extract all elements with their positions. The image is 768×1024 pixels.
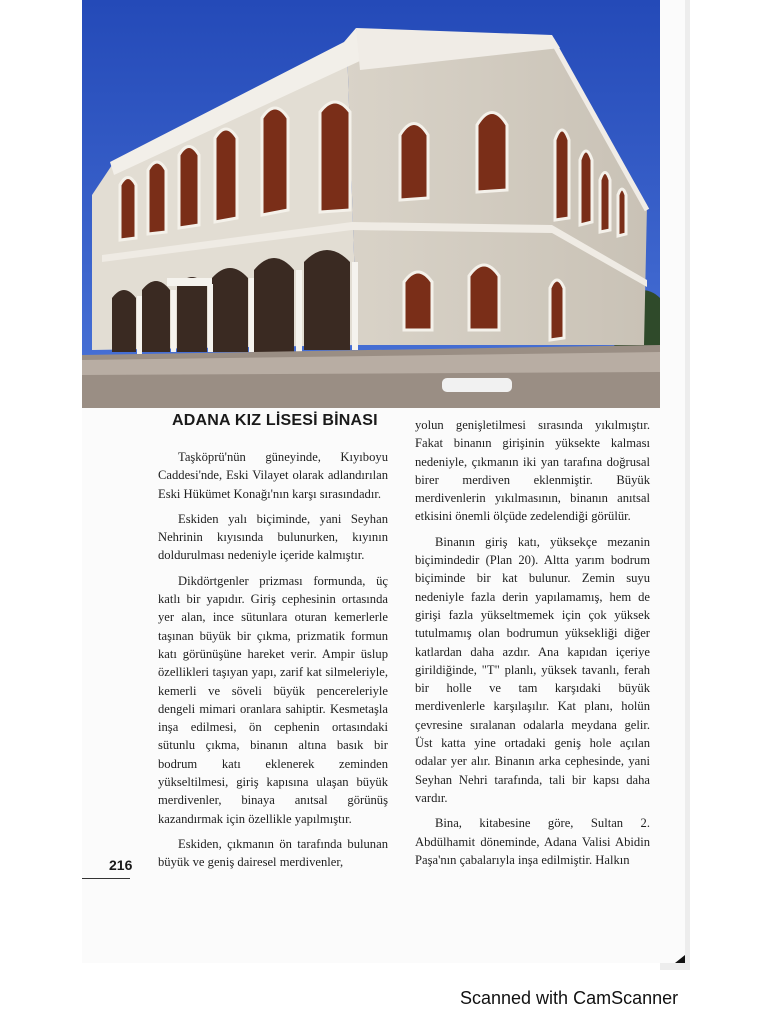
paragraph: Eskiden yalı biçiminde, yani Seyhan Nehrinin kıyısında bulunurken, kıyının doldurulması nedeniyle içeride kalmıştır. bbox=[158, 511, 388, 563]
paragraph: Binanın giriş katı, yüksekçe mezanin biçimindedir (Plan 20). Altta yarım bodrum biçiminde bir kat bulunur. Zemin suyu nedeniyle fazla derin yapılamamış, hem de girişi fazla yükseltmemek için çok yüksek tutulmamış olan bodrumun yüksekliği diğer katlardan daha azdır. Ana kapıdan içeriye girildiğinde, "T" planlı, yüksek tavanlı, ferah bir holle ve tam karşıdaki büyük merdivenlerle karşılaşılır. Kat planı, holün çevresine sıralanan odalarla meydana gelir. Üst katta yine ortadaki geniş hole açılan odalar yer alır. Binanın arka cephesinde, yani Seyhan Nehri tarafında, tali bir kapsı daha vardır. bbox=[415, 534, 650, 805]
book-page bbox=[82, 0, 685, 963]
paragraph: Taşköprü'nün güneyinde, Kıyıboyu Caddesi'nde, Eski Vilayet olarak adlandırılan Eski Hükümet Konağı'nın karşı sırasındadır. bbox=[158, 450, 388, 501]
page-corner-mark bbox=[675, 955, 685, 963]
paragraph: Eskiden, çıkmanın ön tarafında bulunan büyük ve geniş dairesel merdivenler, bbox=[158, 836, 388, 870]
article-heading: ADANA KIZ LİSESİ BİNASI bbox=[172, 412, 378, 429]
page-number-rule bbox=[82, 878, 130, 879]
building-photo bbox=[82, 0, 660, 408]
scanner-watermark: Scanned with CamScanner bbox=[460, 988, 679, 1008]
paragraph: Dikdörtgenler prizması formunda, üç katlı bir yapıdır. Giriş cephesinin ortasında yer alan, ince sütunlara oturan kemerlerle taşınan büyük bir çıkma, prizmatik formun katı görünüşüne hareket verir. Ampir üslup özellikleri taşıyan yapı, zarif kat silmeleriyle, kemerli ve söveli büyük pencereleriyle dengeli mimari oranlara sahiptir. Kesmetaşla inşa edilmesi, ön cephenin ortasındaki sütunlu çıkma, binanın altına basık bir bodrum katı eklenerek zeminden yükseltilmesi, giriş kapısına ulaşan büyük merdivenler, binaya anıtsal görünüş kazandırmak için özellikle yapılmıştır. bbox=[158, 573, 388, 826]
paragraph: Bina, kitabesine göre, Sultan 2. Abdülhamit döneminde, Adana Valisi Abidin Paşa'nın çabalarıyla inşa edilmiştir. Halkın bbox=[415, 816, 650, 867]
paragraph: yolun genişletilmesi sırasında yıkılmıştır. Fakat binanın girişinin yüksekte kalması nedeniyle, çıkmanın iki yan tarafına doğrusal birer merdiven eklenmiştir. Büyük merdivenlerin yıkılmasının, binanın anıtsal etkisini önemli ölçüde zedelendiği görülür. bbox=[415, 418, 650, 524]
right-column bbox=[415, 416, 650, 876]
page-number: 216 bbox=[109, 857, 133, 873]
